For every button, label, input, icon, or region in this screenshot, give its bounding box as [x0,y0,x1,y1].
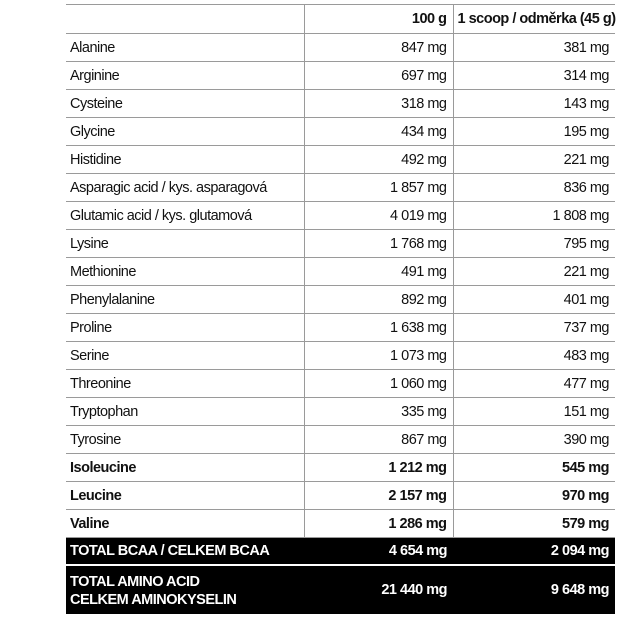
value-per-100g: 1 073 mg [304,342,453,370]
nutrient-name: Alanine [66,34,304,62]
value-per-100g: 4 019 mg [304,202,453,230]
value-per-scoop: 477 mg [453,370,615,398]
total-amino-per-100g: 21 440 mg [304,565,453,614]
value-per-100g: 318 mg [304,90,453,118]
amino-acid-rows [66,34,615,615]
nutrient-name: Proline [66,314,304,342]
nutrient-name: Lysine [66,230,304,258]
table-row [66,62,615,90]
nutrient-name: Glutamic acid / kys. glutamová [66,202,304,230]
total-bcaa-per-scoop: 2 094 mg [453,538,615,566]
total-bcaa-label: TOTAL BCAA / CELKEM BCAA [66,538,304,566]
value-per-100g: 1 768 mg [304,230,453,258]
bcaa-row [66,510,615,538]
value-per-100g: 491 mg [304,258,453,286]
value-per-100g: 1 060 mg [304,370,453,398]
value-per-100g: 892 mg [304,286,453,314]
value-per-scoop: 483 mg [453,342,615,370]
value-per-scoop: 737 mg [453,314,615,342]
value-per-scoop: 970 mg [453,482,615,510]
value-per-scoop: 390 mg [453,426,615,454]
bcaa-row [66,482,615,510]
value-per-100g: 1 638 mg [304,314,453,342]
value-per-100g: 1 212 mg [304,454,453,482]
table-row [66,258,615,286]
nutrient-name: Tyrosine [66,426,304,454]
nutrient-name: Leucine [66,482,304,510]
table-row [66,202,615,230]
value-per-scoop: 195 mg [453,118,615,146]
value-per-100g: 697 mg [304,62,453,90]
nutrient-name: Threonine [66,370,304,398]
value-per-100g: 335 mg [304,398,453,426]
amino-acid-table [66,4,615,614]
table-row [66,90,615,118]
table-row [66,118,615,146]
total-amino-per-scoop: 9 648 mg [453,565,615,614]
total-amino-label-line2: CELKEM AMINOKYSELIN [70,592,237,608]
header-name-cell [66,5,304,34]
nutrient-name: Valine [66,510,304,538]
value-per-scoop: 221 mg [453,258,615,286]
value-per-100g: 867 mg [304,426,453,454]
nutrient-name: Cysteine [66,90,304,118]
value-per-100g: 1 286 mg [304,510,453,538]
table-row [66,230,615,258]
value-per-scoop: 143 mg [453,90,615,118]
value-per-100g: 847 mg [304,34,453,62]
nutrient-name: Tryptophan [66,398,304,426]
nutrient-name: Serine [66,342,304,370]
nutrient-name: Isoleucine [66,454,304,482]
table-row [66,34,615,62]
value-per-100g: 434 mg [304,118,453,146]
total-amino-label-line1: TOTAL AMINO ACID [70,574,200,590]
value-per-scoop: 221 mg [453,146,615,174]
table-row [66,174,615,202]
table-row [66,398,615,426]
total-bcaa-per-100g: 4 654 mg [304,538,453,566]
value-per-scoop: 579 mg [453,510,615,538]
nutrient-name: Arginine [66,62,304,90]
total-bcaa-row [66,538,615,566]
value-per-scoop: 381 mg [453,34,615,62]
value-per-scoop: 151 mg [453,398,615,426]
table-row [66,286,615,314]
nutrient-name: Histidine [66,146,304,174]
nutrient-name: Glycine [66,118,304,146]
table-row [66,314,615,342]
value-per-scoop: 314 mg [453,62,615,90]
table-row [66,342,615,370]
header-per-100g: 100 g [304,5,453,34]
table-row [66,146,615,174]
bcaa-row [66,454,615,482]
table-header-row [66,5,615,34]
value-per-scoop: 545 mg [453,454,615,482]
value-per-100g: 2 157 mg [304,482,453,510]
value-per-scoop: 401 mg [453,286,615,314]
value-per-scoop: 836 mg [453,174,615,202]
nutrient-name: Methionine [66,258,304,286]
value-per-100g: 492 mg [304,146,453,174]
value-per-100g: 1 857 mg [304,174,453,202]
total-amino-label [66,565,304,614]
table-row [66,370,615,398]
value-per-scoop: 1 808 mg [453,202,615,230]
value-per-scoop: 795 mg [453,230,615,258]
nutrient-name: Asparagic acid / kys. asparagová [66,174,304,202]
header-per-scoop: 1 scoop / odměrka (45 g) [453,5,615,34]
total-amino-row [66,565,615,614]
nutrient-name: Phenylalanine [66,286,304,314]
table-row [66,426,615,454]
